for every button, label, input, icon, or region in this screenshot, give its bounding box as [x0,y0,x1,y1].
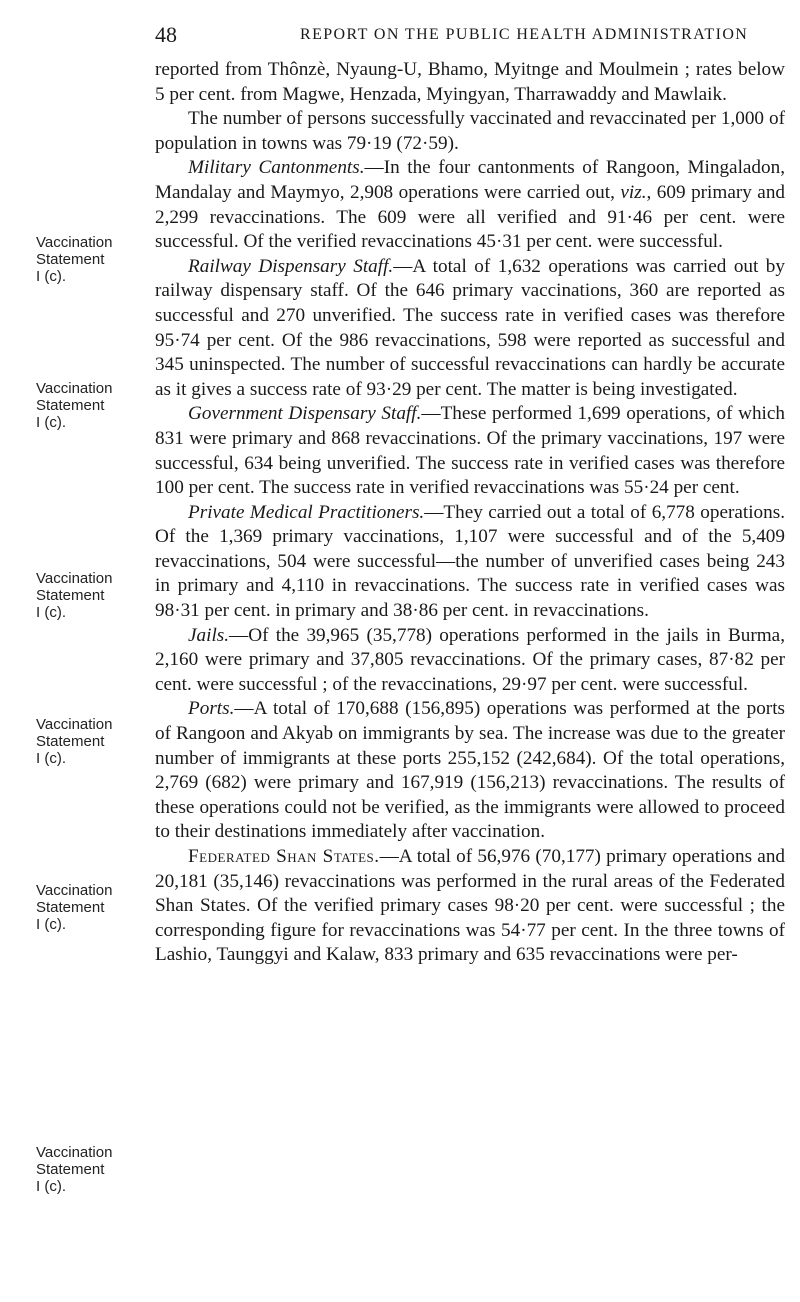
margin-note: Vaccination Statement I (c). [36,716,113,767]
paragraph-railway-dispensary: Railway Dispensary Staff.—A total of 1,632 operations was carried out by railway dispensary staff. Of the 646 primary vaccinations, 360 are reported as successful and 270 unverified. The success rate in verified cases was therefore 95·74 per cent. Of the 986 revaccinations, 598 were reported as successful and 345 uninspected. The number of successful revaccinations can hardly be accurate as it gives a success rate of 93·29 per cent. The matter is being investigated. [155,255,785,400]
section-heading: Private Medical Practitioners. [188,501,425,523]
margin-note: Vaccination Statement I (c). [36,234,113,285]
paragraph-ports: Ports.—A total of 170,688 (156,895) operations was performed at the ports of Rangoon and Akyab on immigrants by sea. The increase was due to the greater number of immigrants at these ports 255,152 (242,684). Of the total operations, 2,769 (682) were primary and 167,919 (156,213) revaccinations. The results of these operations could not be verified, as the immigrants were allowed to proceed to their destinations immediately after vaccination. [155,698,785,843]
paragraph-intro: reported from Thônzè, Nyaung-U, Bhamo, Myitnge and Moulmein ; rates below 5 per cent. from Magwe, Henzada, Myingyan, Tharrawaddy and Mawlaik. [155,59,785,105]
margin-note: Vaccination Statement I (c). [36,570,113,621]
paragraph-government-dispensary: Government Dispensary Staff.—These performed 1,699 operations, of which 831 were primary and 868 revaccinations. Of the primary vaccinations, 197 were successful, 634 being unverified. The success rate in verified cases was therefore 100 per cent. The success rate in verified revaccinations was 55·24 per cent. [155,403,785,499]
paragraph-towns: The number of persons successfully vaccinated and revaccinated per 1,000 of population in towns was 79·19 (72·59). [155,108,785,154]
running-title: REPORT ON THE PUBLIC HEALTH ADMINISTRATION [300,26,749,43]
section-heading: Federated Shan States. [188,846,380,867]
margin-note: Vaccination Statement I (c). [36,882,113,933]
paragraph-federated-shan-states: Federated Shan States.—A total of 56,976 (70,177) primary operations and 20,181 (35,146) revaccinations was performed in the rural areas of the Federated Shan States. Of the verified primary cases 98·20 per cent. were successful ; the corresponding figure for revaccinations was 54·77 per cent. In the three towns of Lashio, Taunggyi and Kalaw, 833 primary and 635 revaccinations were per- [155,846,786,966]
margin-note: Vaccination Statement I (c). [36,380,113,431]
paragraph-jails: Jails.—Of the 39,965 (35,778) operations performed in the jails in Burma, 2,160 were primary and 37,805 revaccinations. Of the primary cases, 87·82 per cent. were successful ; of the revaccinations, 29·97 per cent. were successful. [155,624,785,695]
body-text [155,58,785,968]
page-number: 48 [155,22,177,47]
section-heading: Military Cantonments. [188,157,365,179]
page-header [155,22,785,52]
paragraph-military-cantonments: Military Cantonments.—In the four cantonments of Rangoon, Mingaladon, Mandalay and Maymyo, 2,908 operations were carried out, viz., 609 primary and 2,299 revaccinations. The 609 were all verified and 91·46 per cent. were successful. Of the verified revaccinations 45·31 per cent. were successful. [155,157,786,253]
section-heading: Ports. [188,698,235,720]
margin-note: Vaccination Statement I (c). [36,1144,113,1195]
section-heading: Jails. [188,624,230,646]
paragraph-private-practitioners: Private Medical Practitioners.—They carried out a total of 6,778 operations. Of the 1,369 primary vaccinations, 1,107 were successful and of the 5,409 revaccinations, 504 were successful—the number of unverified cases being 243 in primary and 4,110 in revaccinations. The success rate in verified cases was 98·31 per cent. in primary and 38·86 per cent. in revaccinations. [155,501,785,622]
section-heading: Government Dispensary Staff. [188,403,422,425]
section-heading: Railway Dispensary Staff. [188,255,394,277]
